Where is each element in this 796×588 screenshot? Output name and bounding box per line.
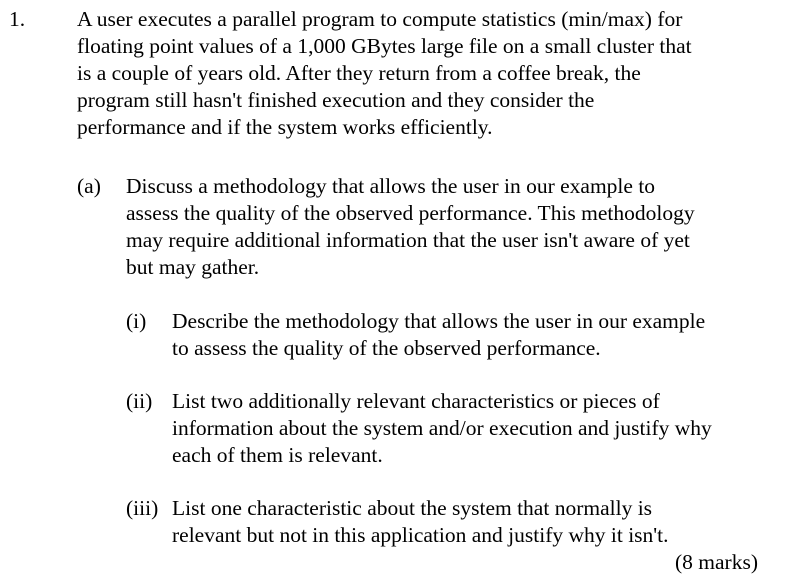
subpart-line: information about the system and/or execution and justify why — [172, 416, 712, 440]
intro-line: performance and if the system works efficiently. — [77, 115, 493, 139]
intro-line: floating point values of a 1,000 GBytes large file on a small cluster that — [77, 34, 692, 58]
subpart-line: each of them is relevant. — [172, 443, 383, 467]
part-a-label: (a) — [77, 174, 101, 198]
subpart-iii-text — [172, 495, 669, 549]
part-a-line: assess the quality of the observed performance. This methodology — [126, 201, 695, 225]
subpart-iii-label: (iii) — [126, 496, 159, 520]
intro-line: A user executes a parallel program to compute statistics (min/max) for — [77, 7, 683, 31]
subpart-line: List one characteristic about the system that normally is — [172, 496, 653, 520]
subpart-ii-text — [172, 388, 712, 469]
subpart-i-text — [172, 308, 705, 362]
intro-line: program still hasn't finished execution and they consider the — [77, 88, 595, 112]
subpart-line: List two additionally relevant characteristics or pieces of — [172, 389, 660, 413]
part-a-line: Discuss a methodology that allows the user in our example to — [126, 174, 656, 198]
intro-line: is a couple of years old. After they return from a coffee break, the — [77, 61, 641, 85]
subpart-ii-label: (ii) — [126, 389, 153, 413]
subpart-line: relevant but not in this application and justify why it isn't. — [172, 523, 669, 547]
part-a-line: but may gather. — [126, 255, 260, 279]
question-intro — [77, 6, 692, 141]
part-a-line: may require additional information that the user isn't aware of yet — [126, 228, 690, 252]
part-a-text — [126, 173, 695, 281]
subpart-line: to assess the quality of the observed performance. — [172, 336, 601, 360]
subpart-i-label: (i) — [126, 309, 147, 333]
question-number: 1. — [9, 7, 26, 31]
marks-indicator: (8 marks) — [675, 550, 758, 574]
subpart-line: Describe the methodology that allows the user in our example — [172, 309, 706, 333]
